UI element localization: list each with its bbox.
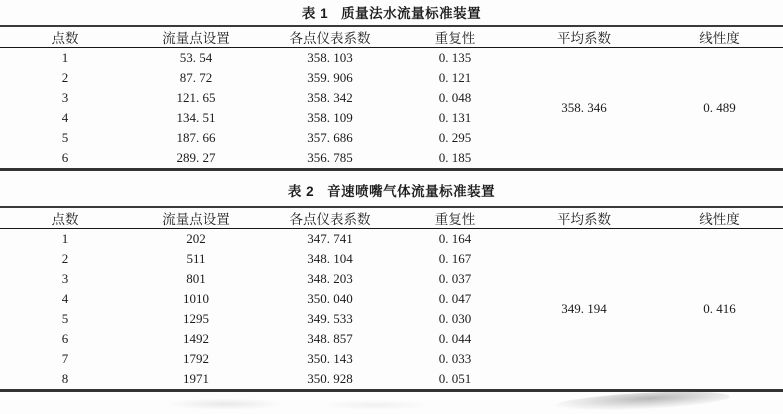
linearity-cell: 0. 489 xyxy=(703,100,736,115)
table2-body xyxy=(0,229,783,391)
table-cell: 356. 785 xyxy=(307,150,353,165)
table2-sonic-nozzle-gas-flow xyxy=(0,206,783,392)
table-cell: 0. 047 xyxy=(438,291,472,306)
table-cell: 0. 167 xyxy=(438,251,472,266)
table-cell: 53. 54 xyxy=(179,50,213,65)
point-number-cell: 2 xyxy=(61,70,69,85)
table-cell: 87. 72 xyxy=(179,70,213,85)
table-cell: 350. 143 xyxy=(307,351,353,366)
table-cell: 801 xyxy=(186,271,206,286)
table-cell: 1295 xyxy=(183,311,209,326)
point-number-cell: 7 xyxy=(61,351,69,366)
table2-header-row xyxy=(0,207,783,229)
point-number-cell: 6 xyxy=(61,150,69,165)
table-cell: 350. 928 xyxy=(307,371,353,386)
table-cell: 347. 741 xyxy=(307,231,353,246)
table-cell: 350. 040 xyxy=(307,291,353,306)
table1-header-repeatability: 重复性 xyxy=(398,26,512,48)
scan-artifact-smudge xyxy=(165,398,285,410)
table2-header-meter-coefficient: 各点仪表系数 xyxy=(262,207,398,229)
table-cell: 121. 65 xyxy=(176,90,216,105)
table1-header-row xyxy=(0,26,783,48)
table-cell: 1492 xyxy=(183,331,209,346)
linearity-cell: 0. 416 xyxy=(703,301,736,316)
table-cell: 357. 686 xyxy=(307,130,353,145)
table1-body xyxy=(0,48,783,170)
table2-caption-number: 表 2 xyxy=(287,184,315,199)
table-cell: 0. 037 xyxy=(438,271,472,286)
table-cell: 0. 135 xyxy=(438,50,472,65)
table2-header-repeatability: 重复性 xyxy=(398,207,512,229)
table2-caption xyxy=(0,171,783,204)
point-number-cell: 3 xyxy=(61,271,69,286)
point-number-cell: 2 xyxy=(61,251,69,266)
table-cell: 0. 131 xyxy=(438,110,472,125)
table-cell: 358. 103 xyxy=(307,50,353,65)
table-cell: 359. 906 xyxy=(307,70,353,85)
table-cell: 0. 051 xyxy=(438,371,472,386)
table-cell: 1971 xyxy=(183,371,209,386)
table-cell: 0. 185 xyxy=(438,150,472,165)
table1-header-linearity: 线性度 xyxy=(656,26,783,48)
table-row xyxy=(0,229,783,250)
table2-header-point-number: 点数 xyxy=(0,207,130,229)
table-cell: 348. 857 xyxy=(307,331,353,346)
table1-header-meter-coefficient: 各点仪表系数 xyxy=(262,26,398,48)
table1-header-point-number: 点数 xyxy=(0,26,130,48)
point-number-cell: 8 xyxy=(61,371,69,386)
table-cell: 0. 048 xyxy=(438,90,472,105)
table-row xyxy=(0,48,783,69)
point-number-cell: 5 xyxy=(61,130,69,145)
point-number-cell: 1 xyxy=(61,50,69,65)
table-cell: 1010 xyxy=(183,291,209,306)
table1-header-average-coefficient: 平均系数 xyxy=(512,26,656,48)
table-cell: 348. 203 xyxy=(307,271,353,286)
table-cell: 0. 295 xyxy=(438,130,472,145)
table-cell: 0. 030 xyxy=(438,311,472,326)
point-number-cell: 4 xyxy=(61,110,69,125)
point-number-cell: 6 xyxy=(61,331,69,346)
point-number-cell: 4 xyxy=(61,291,69,306)
point-number-cell: 3 xyxy=(61,90,69,105)
table-cell: 0. 121 xyxy=(438,70,472,85)
table1-caption-title: 质量法水流量标准装置 xyxy=(341,6,482,21)
table1-caption xyxy=(0,0,783,23)
table-cell: 0. 033 xyxy=(438,351,472,366)
table-cell: 348. 104 xyxy=(307,251,353,266)
table-cell: 358. 109 xyxy=(307,110,353,125)
table-cell: 202 xyxy=(186,231,206,246)
table-cell: 1792 xyxy=(183,351,209,366)
table-cell: 187. 66 xyxy=(176,130,216,145)
table-cell: 0. 164 xyxy=(438,231,472,246)
table2-header-linearity: 线性度 xyxy=(656,207,783,229)
table1-caption-number: 表 1 xyxy=(301,6,329,21)
table2-header-flow-setpoint: 流量点设置 xyxy=(130,207,262,229)
table-cell: 358. 342 xyxy=(307,90,353,105)
average-coefficient-cell: 349. 194 xyxy=(561,301,607,316)
table2-caption-title: 音速喷嘴气体流量标准装置 xyxy=(327,184,496,199)
table-cell: 511 xyxy=(186,251,206,266)
table2-header-average-coefficient: 平均系数 xyxy=(512,207,656,229)
scan-artifact-smudge xyxy=(320,400,430,410)
point-number-cell: 5 xyxy=(61,311,69,326)
table1-header-flow-setpoint: 流量点设置 xyxy=(130,26,262,48)
table-cell: 349. 533 xyxy=(307,311,353,326)
table-cell: 0. 044 xyxy=(438,331,472,346)
table-cell: 134. 51 xyxy=(176,110,216,125)
point-number-cell: 1 xyxy=(61,231,69,246)
table-cell: 289. 27 xyxy=(176,150,216,165)
table1-mass-method-water-flow xyxy=(0,25,783,171)
average-coefficient-cell: 358. 346 xyxy=(561,100,607,115)
scan-artifact-smudge xyxy=(555,388,731,413)
